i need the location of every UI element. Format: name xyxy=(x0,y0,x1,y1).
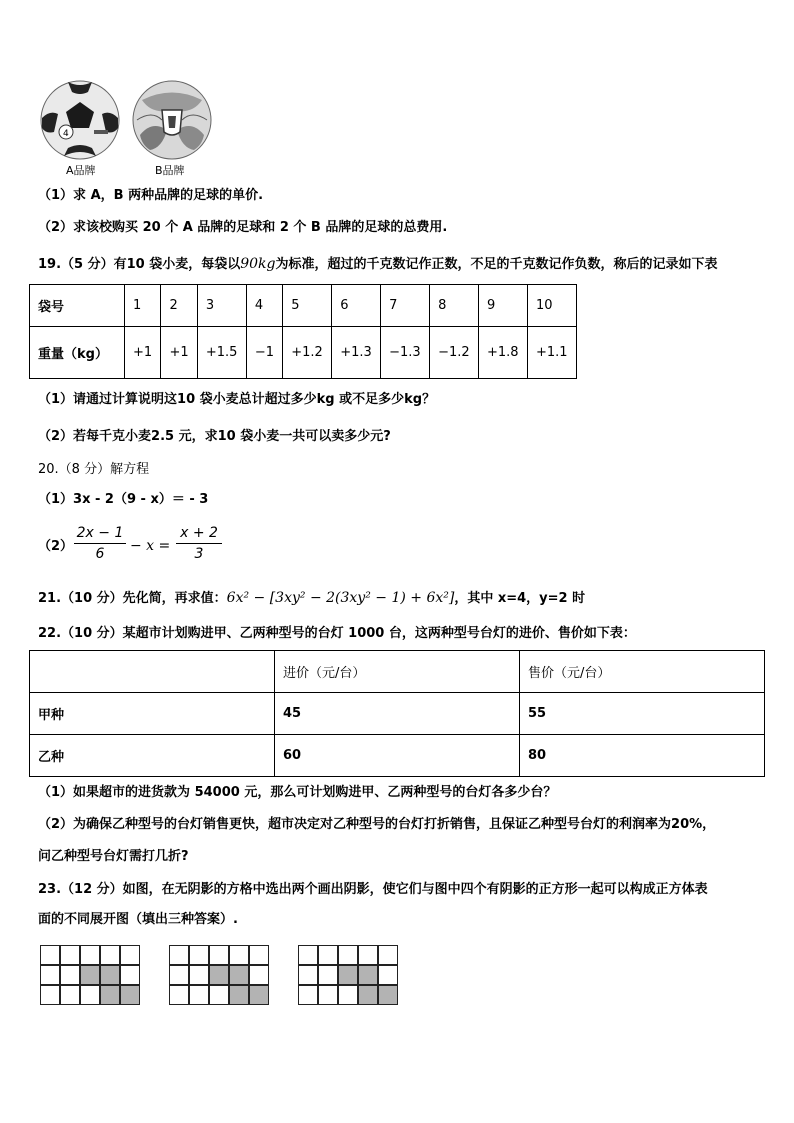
empty-square[interactable] xyxy=(378,965,398,985)
empty-square[interactable] xyxy=(358,945,378,965)
q22-table xyxy=(29,650,765,777)
q20-frac2-denominator: 3 xyxy=(194,546,204,562)
empty-square[interactable] xyxy=(189,965,209,985)
q21-prefix: 21.（10 分）先化简，再求值： xyxy=(38,591,227,606)
q19-cell-weight: +1.3 xyxy=(332,327,381,379)
q19-row-number xyxy=(30,285,577,327)
empty-square[interactable] xyxy=(189,985,209,1005)
cube-net-grid-2[interactable] xyxy=(169,945,269,1005)
q22-col3-header: 售价（元/台） xyxy=(520,651,765,693)
q20-sub2-label: （2） xyxy=(38,539,74,554)
empty-square[interactable] xyxy=(209,945,229,965)
shaded-square xyxy=(229,965,249,985)
q22-row-buy: 60 xyxy=(275,735,520,777)
empty-square[interactable] xyxy=(229,945,249,965)
q19-table xyxy=(29,284,577,379)
q22-row-sell: 80 xyxy=(520,735,765,777)
q22-row-name: 甲种 xyxy=(30,693,275,735)
shaded-square xyxy=(120,985,140,1005)
q20-header: 20.（8 分）解方程 xyxy=(38,462,150,477)
empty-square[interactable] xyxy=(338,945,358,965)
empty-square[interactable] xyxy=(60,945,80,965)
q22-row-buy: 45 xyxy=(275,693,520,735)
q19-sub1: （1）请通过计算说明这10 袋小麦总计超过多少kg 或不足多少kg？ xyxy=(38,392,436,407)
empty-square[interactable] xyxy=(318,945,338,965)
q20-frac2-numerator: x + 2 xyxy=(180,525,218,541)
ball-b-image xyxy=(132,80,212,160)
table-row xyxy=(30,735,765,777)
q21-suffix: ，其中 x=4，y=2 时 xyxy=(454,591,586,606)
empty-square[interactable] xyxy=(169,965,189,985)
empty-square[interactable] xyxy=(378,945,398,965)
cube-net-grid-1[interactable] xyxy=(40,945,140,1005)
q19-cell-weight: −1 xyxy=(246,327,282,379)
q20-fraction-right xyxy=(176,524,222,563)
q19-row-weight xyxy=(30,327,577,379)
shaded-square xyxy=(100,965,120,985)
q19-cell-num: 4 xyxy=(246,285,282,327)
q19-cell-num: 2 xyxy=(161,285,197,327)
empty-square[interactable] xyxy=(169,945,189,965)
q19-header xyxy=(38,255,718,274)
q19-cell-num: 8 xyxy=(430,285,479,327)
q19-cell-num: 7 xyxy=(381,285,430,327)
q21-expression: 6x² − [3xy² − 2(3xy² − 1) + 6x²] xyxy=(226,590,455,606)
empty-square[interactable] xyxy=(120,965,140,985)
fraction-bar xyxy=(74,543,126,544)
q19-cell-weight: +1.2 xyxy=(283,327,332,379)
q19-header-suffix: 为标准，超过的千克数记作正数，不足的千克数记作负数，称后的记录如下表 xyxy=(275,257,718,272)
ball-b-caption: B品牌 xyxy=(155,164,185,177)
q19-header-value: 90kg xyxy=(240,256,276,272)
q19-cell-num: 9 xyxy=(479,285,528,327)
empty-square[interactable] xyxy=(80,985,100,1005)
svg-text:4: 4 xyxy=(63,129,69,139)
empty-square[interactable] xyxy=(189,945,209,965)
q22-col1-header xyxy=(30,651,275,693)
q23-line1: 23.（12 分）如图，在无阴影的方格中选出两个画出阴影，使它们与图中四个有阴影的正方形一起可以构成正方体表 xyxy=(38,882,708,897)
empty-square[interactable] xyxy=(318,965,338,985)
q19-cell-num: 6 xyxy=(332,285,381,327)
shaded-square xyxy=(338,965,358,985)
q19-cell-weight: +1 xyxy=(125,327,161,379)
table-row xyxy=(30,693,765,735)
empty-square[interactable] xyxy=(298,945,318,965)
q22-header: 22.（10 分）某超市计划购进甲、乙两种型号的台灯 1000 台，这两种型号台灯的进价、售价如下表： xyxy=(38,626,636,641)
cube-net-grid-3[interactable] xyxy=(298,945,398,1005)
q18-sub1: （1）求 A，B 两种品牌的足球的单价. xyxy=(38,188,264,203)
q19-cell-weight: +1.1 xyxy=(527,327,576,379)
empty-square[interactable] xyxy=(40,965,60,985)
q19-cell-weight: −1.2 xyxy=(430,327,479,379)
ball-a-caption: A品牌 xyxy=(66,164,96,177)
q22-row-sell: 55 xyxy=(520,693,765,735)
q20-fraction-left xyxy=(74,524,126,563)
empty-square[interactable] xyxy=(169,985,189,1005)
empty-square[interactable] xyxy=(298,965,318,985)
q19-sub2: （2）若每千克小麦2.5 元，求10 袋小麦一共可以卖多少元? xyxy=(38,429,391,444)
q19-cell-num: 3 xyxy=(197,285,246,327)
shaded-square xyxy=(100,985,120,1005)
empty-square[interactable] xyxy=(209,985,229,1005)
shaded-square xyxy=(378,985,398,1005)
empty-square[interactable] xyxy=(40,985,60,1005)
q22-sub2-line1: （2）为确保乙种型号的台灯销售更快，超市决定对乙种型号的台灯打折销售，且保证乙种型号台灯的利润率为20%， xyxy=(38,817,716,832)
empty-square[interactable] xyxy=(40,945,60,965)
shaded-square xyxy=(249,985,269,1005)
shaded-square xyxy=(80,965,100,985)
empty-square[interactable] xyxy=(60,985,80,1005)
fraction-bar xyxy=(176,543,222,544)
q19-cell-weight: +1 xyxy=(161,327,197,379)
q22-col2-header: 进价（元/台） xyxy=(275,651,520,693)
shaded-square xyxy=(209,965,229,985)
empty-square[interactable] xyxy=(249,965,269,985)
q20-sub1: （1）3x - 2（9 - x）＝ - 3 xyxy=(38,492,209,507)
q19-cell-num: 10 xyxy=(527,285,576,327)
q22-sub1: （1）如果超市的进货款为 54000 元，那么可计划购进甲、乙两种型号的台灯各多少台？ xyxy=(38,785,557,800)
empty-square[interactable] xyxy=(120,945,140,965)
q19-row2-label: 重量（kg） xyxy=(30,327,125,379)
empty-square[interactable] xyxy=(318,985,338,1005)
empty-square[interactable] xyxy=(60,965,80,985)
empty-square[interactable] xyxy=(100,945,120,965)
shaded-square xyxy=(358,985,378,1005)
q18-sub2: （2）求该校购买 20 个 A 品牌的足球和 2 个 B 品牌的足球的总费用. xyxy=(38,220,448,235)
empty-square[interactable] xyxy=(298,985,318,1005)
q19-cell-weight: −1.3 xyxy=(381,327,430,379)
q19-header-prefix: 19.（5 分）有10 袋小麦，每袋以 xyxy=(38,257,241,272)
q22-row-name: 乙种 xyxy=(30,735,275,777)
q20-frac1-numerator: 2x − 1 xyxy=(76,525,124,541)
empty-square[interactable] xyxy=(338,985,358,1005)
q19-cell-num: 1 xyxy=(125,285,161,327)
q19-cell-weight: +1.8 xyxy=(479,327,528,379)
q22-sub2-line2: 问乙种型号台灯需打几折? xyxy=(38,849,189,864)
ball-a-image xyxy=(40,80,120,160)
empty-square[interactable] xyxy=(249,945,269,965)
q21-line xyxy=(38,589,585,608)
q20-frac1-denominator: 6 xyxy=(95,546,105,562)
shaded-square xyxy=(229,985,249,1005)
q19-cell-num: 5 xyxy=(283,285,332,327)
q19-row1-label: 袋号 xyxy=(30,285,125,327)
empty-square[interactable] xyxy=(80,945,100,965)
q20-middle: − x = xyxy=(130,538,171,554)
q19-cell-weight: +1.5 xyxy=(197,327,246,379)
shaded-square xyxy=(358,965,378,985)
q23-line2: 面的不同展开图（填出三种答案）. xyxy=(38,912,238,927)
q22-header-row xyxy=(30,651,765,693)
